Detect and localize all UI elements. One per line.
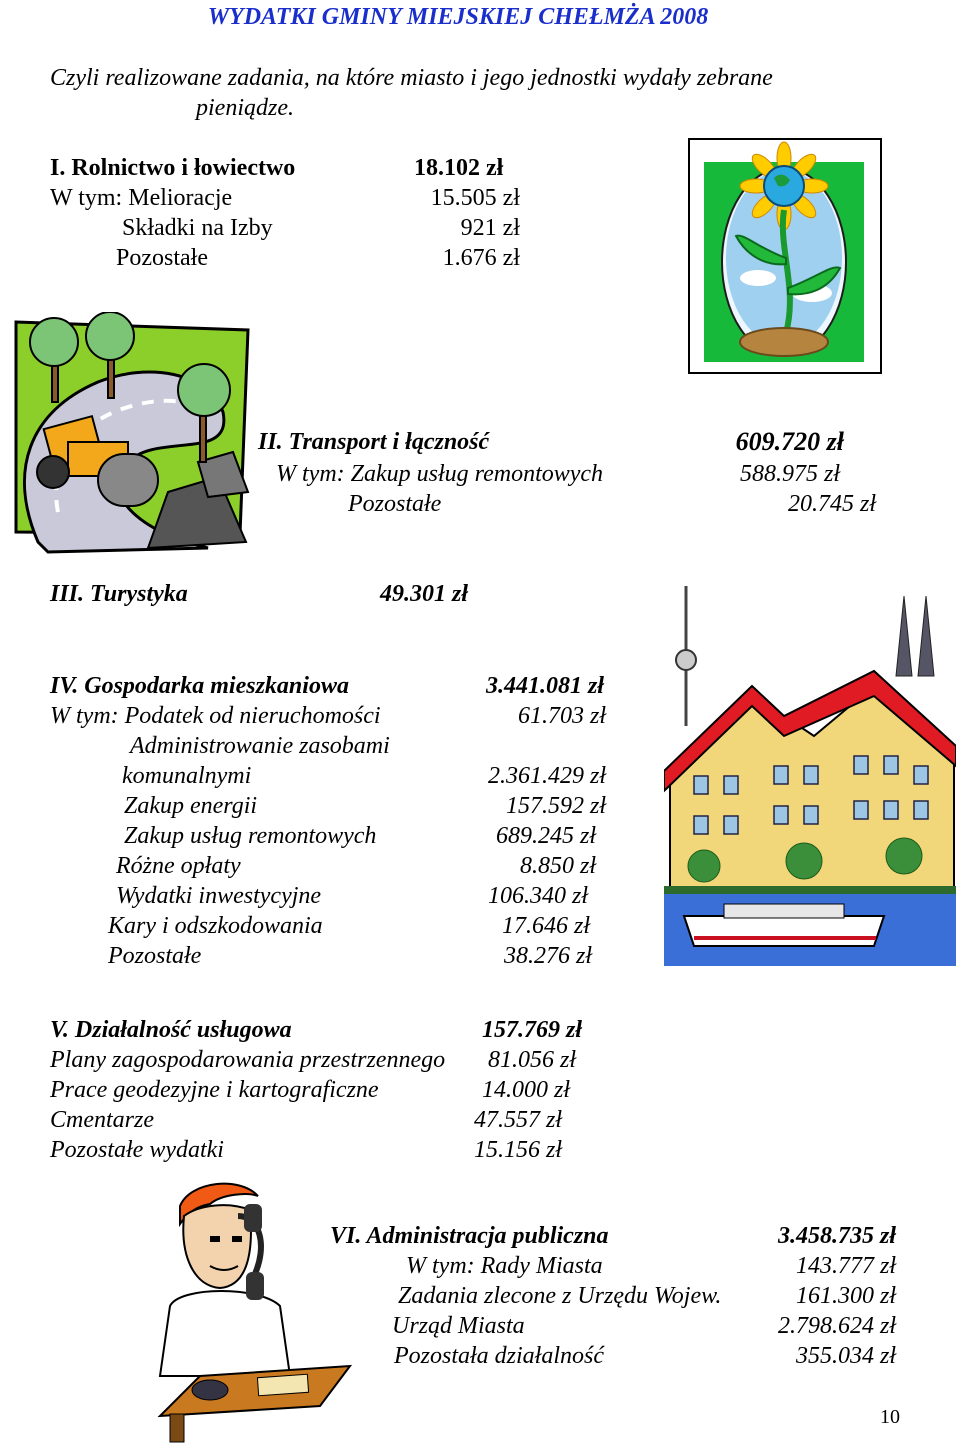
section-4-item-label: Kary i odszkodowania bbox=[108, 913, 323, 939]
section-5-item-label: Prace geodezyjne i kartograficzne bbox=[50, 1077, 379, 1103]
section-4-item-amount: 157.592 zł bbox=[505, 793, 606, 819]
section-6-item-amount: 161.300 zł bbox=[795, 1283, 896, 1309]
section-4-item-amount: 106.340 zł bbox=[487, 883, 588, 909]
section-6-amount: 3.458.735 zł bbox=[777, 1223, 896, 1249]
section-1-amount: 18.102 zł bbox=[414, 155, 504, 181]
section-5-item-label: Plany zagospodarowania przestrzennego bbox=[50, 1047, 446, 1073]
road-roller-illustration bbox=[8, 312, 258, 554]
section-3-amount: 49.301 zł bbox=[380, 581, 469, 607]
section-6-item-label: Pozostała działalność bbox=[394, 1343, 605, 1369]
section-4-item-amount: 689.245 zł bbox=[495, 823, 596, 849]
section-6-item-amount: 2.798.624 zł bbox=[777, 1313, 896, 1339]
intro-line-2: pieniądze. bbox=[196, 95, 294, 121]
section-3-title: III. Turystyka bbox=[50, 581, 188, 607]
intro-line-1: Czyli realizowane zadania, na które miasto i jego jednostki wydały zebrane bbox=[50, 65, 773, 91]
section-4-title: IV. Gospodarka mieszkaniowa bbox=[50, 673, 349, 699]
section-5-amount: 157.769 zł bbox=[482, 1017, 583, 1043]
section-4-item-amount: 8.850 zł bbox=[519, 853, 596, 879]
section-4-item-label: Różne opłaty bbox=[116, 853, 241, 879]
section-6-item-amount: 143.777 zł bbox=[795, 1253, 896, 1279]
section-4-item-label: Administrowanie zasobami bbox=[130, 733, 390, 759]
section-5-item-amount: 15.156 zł bbox=[474, 1137, 563, 1163]
section-2-item-label: W tym: Zakup usług remontowych bbox=[276, 461, 604, 487]
section-1-item-amount: 15.505 zł bbox=[430, 185, 520, 211]
section-1-item-label: Składki na Izby bbox=[122, 215, 273, 241]
section-2-item-amount: 20.745 zł bbox=[787, 491, 876, 517]
man-on-phone-illustration bbox=[150, 1176, 360, 1444]
section-2-item-amount: 588.975 zł bbox=[739, 461, 840, 487]
section-6-item-label: Urząd Miasta bbox=[392, 1313, 525, 1339]
section-5-item-amount: 14.000 zł bbox=[482, 1077, 571, 1103]
section-4-item-amount: 17.646 zł bbox=[501, 913, 590, 939]
section-1-item-label: Pozostałe bbox=[116, 245, 208, 271]
section-1-item-amount: 921 zł bbox=[460, 215, 520, 241]
section-5-item-amount: 81.056 zł bbox=[488, 1047, 577, 1073]
section-4-item-label: komunalnymi bbox=[122, 763, 252, 789]
section-5-item-label: Pozostałe wydatki bbox=[50, 1137, 224, 1163]
section-4-item-label: Wydatki inwestycyjne bbox=[116, 883, 322, 909]
section-1-title: I. Rolnictwo i łowiectwo bbox=[50, 155, 296, 181]
page-title: WYDATKI GMINY MIEJSKIEJ CHEŁMŻA 2008 bbox=[207, 4, 709, 30]
section-6-item-amount: 355.034 zł bbox=[795, 1343, 896, 1369]
section-4-amount: 3.441.081 zł bbox=[486, 673, 605, 699]
section-6-item-label: Zadania zlecone z Urzędu Wojew. bbox=[398, 1283, 722, 1309]
city-waterfront-illustration bbox=[664, 576, 956, 966]
section-4-item-label: Zakup usług remontowych bbox=[124, 823, 377, 849]
section-1-item-label: W tym: Melioracje bbox=[50, 185, 233, 211]
sunflower-globe-illustration bbox=[688, 138, 882, 374]
section-4-item-amount: 38.276 zł bbox=[503, 943, 592, 969]
section-4-item-label: Pozostałe bbox=[108, 943, 202, 969]
section-2-item-label: Pozostałe bbox=[348, 491, 442, 517]
section-1-item-amount: 1.676 zł bbox=[442, 245, 520, 271]
section-4-item-label: W tym: Podatek od nieruchomości bbox=[50, 703, 381, 729]
section-4-item-label: Zakup energii bbox=[124, 793, 258, 819]
section-5-item-amount: 47.557 zł bbox=[474, 1107, 563, 1133]
section-5-title: V. Działalność usługowa bbox=[50, 1017, 292, 1043]
section-6-item-label: W tym: Rady Miasta bbox=[406, 1253, 603, 1279]
section-4-item-amount: 2.361.429 zł bbox=[487, 763, 606, 789]
section-2-title: II. Transport i łączność bbox=[258, 429, 490, 455]
section-6-title: VI. Administracja publiczna bbox=[330, 1223, 609, 1249]
section-2-amount: 609.720 zł bbox=[735, 427, 844, 456]
page-number: 10 bbox=[880, 1406, 900, 1428]
section-5-item-label: Cmentarze bbox=[50, 1107, 154, 1133]
section-4-item-amount: 61.703 zł bbox=[517, 703, 606, 729]
